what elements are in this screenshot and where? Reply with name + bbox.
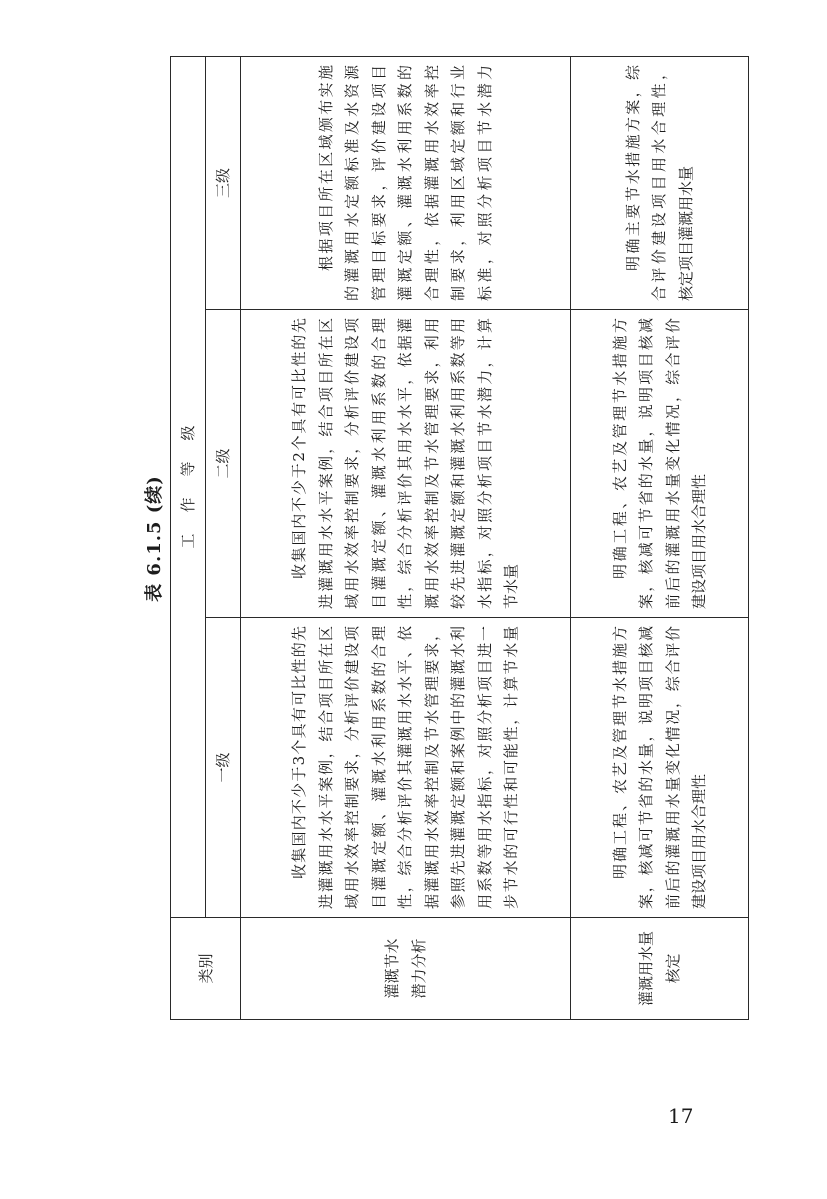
- cell-text-line: 收集国内不少于2个具有可比性的先: [290, 318, 309, 579]
- cell-text-line: 参照先进灌溉定额和案例中的灌溉水利: [449, 626, 468, 909]
- cell-text-line: 节水量: [502, 563, 521, 609]
- cell-text-line: 据灌溉用水效率控制及节水管理要求，: [422, 626, 441, 909]
- cell-text-line: 前后的灌溉用水量变化情况，综合评价: [663, 626, 682, 909]
- header-category-label: 类别: [196, 953, 215, 984]
- header-work-level: [171, 57, 206, 918]
- cell-text-line: 明确工程、农艺及管理节水措施方: [610, 318, 629, 579]
- table-caption: 表 6.1.5 (续): [144, 475, 165, 602]
- work-level-table: [170, 56, 749, 1020]
- cell-text-line: 灌溉定额、灌溉水利用系数的: [396, 65, 415, 301]
- cell-text-line: 较先进灌溉定额和灌溉水利用系数等用: [449, 318, 468, 609]
- page-number: 17: [668, 1104, 694, 1128]
- cell-potential-level-3: [241, 57, 571, 310]
- table-row-water-use-verification: [571, 57, 749, 1020]
- cell-verification-level-3: [571, 57, 749, 310]
- cell-text-line: 水指标，对照分析项目节水潜力，计算: [475, 318, 494, 609]
- category-line: 灌溉用水量: [637, 931, 655, 1007]
- cell-text-line: 用系数等用水指标，对照分析项目进一: [475, 626, 494, 909]
- header-level-1: 一级: [206, 618, 241, 918]
- cell-potential-level-2: [241, 310, 571, 618]
- cell-text-line: 性，综合分析评价其灌溉用水水平、依: [396, 626, 415, 909]
- header-level-2: 二级: [206, 310, 241, 618]
- cell-text-line: 进灌溉用水水平案例，结合项目所在区: [316, 626, 335, 909]
- cell-text-line: 域用水效率控制要求，分析评价建设项: [343, 626, 362, 909]
- cell-text-line: 标准，对照分析项目节水潜力: [475, 65, 494, 301]
- cell-text-line: 制要求，利用区域定额和行业: [449, 65, 468, 301]
- header-row-levels: [206, 57, 241, 1020]
- header-row-group: [171, 57, 206, 1020]
- cell-text-line: 溉用水效率控制及节水管理要求，利用: [422, 318, 441, 609]
- category-line: 潜力分析: [409, 938, 428, 999]
- category-line: 核定: [663, 953, 682, 984]
- cell-text-line: 的灌溉用水定额标准及水资源: [343, 65, 362, 301]
- header-level-3: 三级: [206, 57, 241, 310]
- cell-text-line: 案，核减可节省的水量，说明项目核减: [637, 318, 655, 609]
- header-work-level-label: 工作等级: [179, 404, 197, 549]
- cell-text-line: 步节水的可行性和可能性，计算节水量: [502, 626, 521, 909]
- cell-text-line: 进灌溉用水水平案例，结合项目所在区: [316, 318, 335, 609]
- cell-verification-level-2: [571, 310, 749, 618]
- cell-text-line: 核定项目灌溉用水量: [676, 165, 695, 301]
- cell-text-line: 收集国内不少于3个具有可比性的先: [290, 626, 309, 879]
- cell-text-line: 明确主要节水措施方案，综: [623, 65, 642, 271]
- cell-text-line: 前后的灌溉用水量变化情况，综合评价: [663, 318, 682, 609]
- cell-text-line: 案，核减可节省的水量，说明项目核减: [637, 626, 655, 909]
- cell-text-line: 合评价建设项目用水合理性，: [650, 65, 669, 301]
- table-row-potential-analysis: [241, 57, 571, 1020]
- cell-text-line: 根据项目所在区域颁布实施: [316, 65, 335, 271]
- row-category-water-use-verification: [571, 918, 749, 1020]
- cell-text-line: 明确工程、农艺及管理节水措施方: [610, 626, 629, 879]
- cell-potential-level-1: [241, 618, 571, 918]
- category-line: 灌溉节水: [383, 938, 401, 999]
- cell-text-line: 目灌溉定额、灌溉水利用系数的合理: [369, 318, 388, 609]
- cell-text-line: 建设项目用水合理性: [690, 773, 708, 909]
- rotated-table-frame: [140, 57, 748, 1020]
- cell-verification-level-1: [571, 618, 749, 918]
- header-category: [171, 918, 241, 1020]
- row-category-potential-analysis: [241, 918, 571, 1020]
- cell-text-line: 目灌溉定额、灌溉水利用系数的合理: [369, 626, 388, 909]
- cell-text-line: 管理目标要求，评价建设项目: [369, 65, 388, 301]
- cell-text-line: 合理性，依据灌溉用水效率控: [422, 65, 441, 301]
- cell-text-line: 建设项目用水合理性: [690, 473, 708, 609]
- cell-text-line: 性，综合分析评价其用水水平，依据灌: [396, 318, 415, 609]
- cell-text-line: 域用水效率控制要求，分析评价建设项: [343, 318, 362, 609]
